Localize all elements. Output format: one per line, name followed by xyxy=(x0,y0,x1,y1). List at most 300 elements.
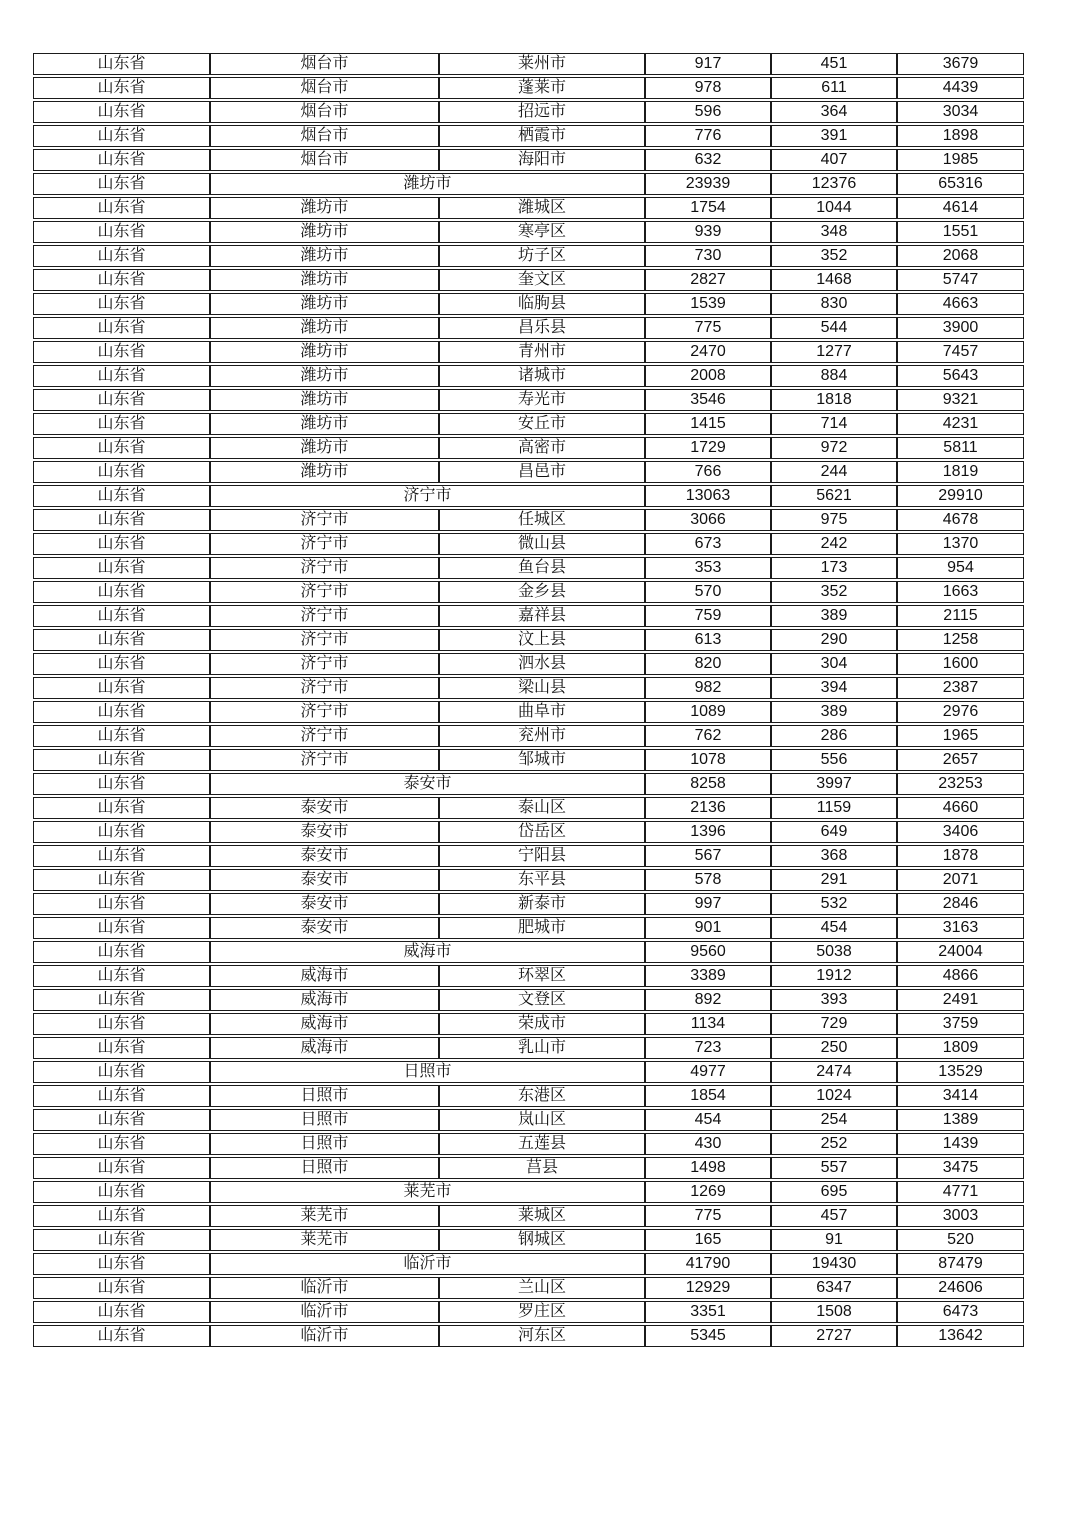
cell-district: 新泰市 xyxy=(439,893,645,915)
cell-city: 泰安市 xyxy=(210,917,439,939)
table-row xyxy=(33,293,1024,315)
cell-value-1: 6347 xyxy=(771,1277,897,1299)
cell-district: 兖州市 xyxy=(439,725,645,747)
cell-city: 泰安市 xyxy=(210,869,439,891)
cell-value-2: 2387 xyxy=(897,677,1024,699)
cell-value-1: 1024 xyxy=(771,1085,897,1107)
table-row xyxy=(33,677,1024,699)
cell-value-1: 884 xyxy=(771,365,897,387)
cell-city-merged: 莱芜市 xyxy=(210,1181,645,1203)
cell-value-2: 4866 xyxy=(897,965,1024,987)
table-row xyxy=(33,197,1024,219)
cell-city: 泰安市 xyxy=(210,893,439,915)
cell-value-0: 1269 xyxy=(645,1181,771,1203)
cell-district: 泗水县 xyxy=(439,653,645,675)
cell-value-2: 4678 xyxy=(897,509,1024,531)
cell-value-2: 1663 xyxy=(897,581,1024,603)
table-row xyxy=(33,749,1024,771)
table-row xyxy=(33,389,1024,411)
cell-city: 济宁市 xyxy=(210,701,439,723)
table-row xyxy=(33,1301,1024,1323)
cell-value-2: 3003 xyxy=(897,1205,1024,1227)
cell-province: 山东省 xyxy=(33,125,210,147)
cell-value-1: 457 xyxy=(771,1205,897,1227)
cell-value-2: 13642 xyxy=(897,1325,1024,1347)
cell-value-2: 2657 xyxy=(897,749,1024,771)
cell-province: 山东省 xyxy=(33,53,210,75)
cell-city: 日照市 xyxy=(210,1109,439,1131)
cell-city: 潍坊市 xyxy=(210,221,439,243)
cell-value-1: 389 xyxy=(771,605,897,627)
cell-value-2: 23253 xyxy=(897,773,1024,795)
cell-value-1: 252 xyxy=(771,1133,897,1155)
table-row xyxy=(33,509,1024,531)
table-row xyxy=(33,77,1024,99)
table-row xyxy=(33,1109,1024,1131)
cell-value-2: 13529 xyxy=(897,1061,1024,1083)
cell-value-2: 1878 xyxy=(897,845,1024,867)
cell-value-1: 391 xyxy=(771,125,897,147)
cell-city: 临沂市 xyxy=(210,1277,439,1299)
cell-value-0: 3066 xyxy=(645,509,771,531)
cell-value-0: 9560 xyxy=(645,941,771,963)
cell-province: 山东省 xyxy=(33,1325,210,1347)
cell-value-1: 12376 xyxy=(771,173,897,195)
cell-value-2: 2071 xyxy=(897,869,1024,891)
cell-city: 莱芜市 xyxy=(210,1205,439,1227)
cell-value-0: 3351 xyxy=(645,1301,771,1323)
cell-district: 罗庄区 xyxy=(439,1301,645,1323)
cell-value-2: 1389 xyxy=(897,1109,1024,1131)
cell-district: 高密市 xyxy=(439,437,645,459)
table-row xyxy=(33,557,1024,579)
cell-value-0: 1754 xyxy=(645,197,771,219)
cell-value-2: 2846 xyxy=(897,893,1024,915)
table-row xyxy=(33,629,1024,651)
cell-value-1: 556 xyxy=(771,749,897,771)
cell-district: 安丘市 xyxy=(439,413,645,435)
cell-city: 日照市 xyxy=(210,1133,439,1155)
cell-city-merged: 日照市 xyxy=(210,1061,645,1083)
cell-value-1: 352 xyxy=(771,581,897,603)
cell-province: 山东省 xyxy=(33,1013,210,1035)
cell-city: 济宁市 xyxy=(210,557,439,579)
table-row xyxy=(33,1157,1024,1179)
cell-province: 山东省 xyxy=(33,749,210,771)
table-container xyxy=(33,51,1024,1349)
cell-city: 潍坊市 xyxy=(210,365,439,387)
cell-city: 威海市 xyxy=(210,965,439,987)
cell-province: 山东省 xyxy=(33,965,210,987)
cell-city: 济宁市 xyxy=(210,581,439,603)
table-row xyxy=(33,725,1024,747)
cell-value-2: 4660 xyxy=(897,797,1024,819)
cell-city: 威海市 xyxy=(210,989,439,1011)
cell-value-2: 7457 xyxy=(897,341,1024,363)
cell-province: 山东省 xyxy=(33,389,210,411)
cell-value-2: 3034 xyxy=(897,101,1024,123)
table-row xyxy=(33,1253,1024,1275)
cell-city: 临沂市 xyxy=(210,1325,439,1347)
cell-province: 山东省 xyxy=(33,821,210,843)
cell-province: 山东省 xyxy=(33,869,210,891)
cell-value-1: 348 xyxy=(771,221,897,243)
cell-city-merged: 威海市 xyxy=(210,941,645,963)
cell-value-0: 23939 xyxy=(645,173,771,195)
cell-province: 山东省 xyxy=(33,1037,210,1059)
cell-value-0: 578 xyxy=(645,869,771,891)
cell-city: 潍坊市 xyxy=(210,317,439,339)
cell-value-2: 2068 xyxy=(897,245,1024,267)
cell-district: 临朐县 xyxy=(439,293,645,315)
cell-value-1: 394 xyxy=(771,677,897,699)
cell-value-2: 1551 xyxy=(897,221,1024,243)
cell-value-2: 3163 xyxy=(897,917,1024,939)
table-row xyxy=(33,125,1024,147)
cell-value-2: 520 xyxy=(897,1229,1024,1251)
cell-city: 潍坊市 xyxy=(210,245,439,267)
cell-value-2: 65316 xyxy=(897,173,1024,195)
data-table xyxy=(33,51,1024,1349)
cell-value-0: 2470 xyxy=(645,341,771,363)
cell-district: 莱城区 xyxy=(439,1205,645,1227)
cell-district: 寒亭区 xyxy=(439,221,645,243)
cell-value-0: 1078 xyxy=(645,749,771,771)
table-row xyxy=(33,1037,1024,1059)
cell-district: 栖霞市 xyxy=(439,125,645,147)
cell-province: 山东省 xyxy=(33,293,210,315)
table-body xyxy=(33,53,1024,1347)
cell-value-1: 544 xyxy=(771,317,897,339)
cell-province: 山东省 xyxy=(33,1301,210,1323)
cell-province: 山东省 xyxy=(33,557,210,579)
table-row xyxy=(33,53,1024,75)
cell-district: 嘉祥县 xyxy=(439,605,645,627)
cell-district: 兰山区 xyxy=(439,1277,645,1299)
table-row xyxy=(33,701,1024,723)
cell-district: 环翠区 xyxy=(439,965,645,987)
cell-district: 荣成市 xyxy=(439,1013,645,1035)
cell-value-0: 1854 xyxy=(645,1085,771,1107)
cell-value-2: 24606 xyxy=(897,1277,1024,1299)
cell-value-2: 1898 xyxy=(897,125,1024,147)
cell-city: 潍坊市 xyxy=(210,197,439,219)
table-row xyxy=(33,1181,1024,1203)
cell-district: 青州市 xyxy=(439,341,645,363)
cell-value-0: 1498 xyxy=(645,1157,771,1179)
cell-city-merged: 济宁市 xyxy=(210,485,645,507)
cell-district: 诸城市 xyxy=(439,365,645,387)
cell-value-2: 5747 xyxy=(897,269,1024,291)
cell-value-0: 673 xyxy=(645,533,771,555)
cell-district: 梁山县 xyxy=(439,677,645,699)
cell-value-1: 1912 xyxy=(771,965,897,987)
cell-value-0: 1415 xyxy=(645,413,771,435)
cell-value-0: 1396 xyxy=(645,821,771,843)
cell-value-0: 4977 xyxy=(645,1061,771,1083)
cell-province: 山东省 xyxy=(33,485,210,507)
cell-value-2: 3679 xyxy=(897,53,1024,75)
cell-value-0: 2136 xyxy=(645,797,771,819)
cell-value-2: 24004 xyxy=(897,941,1024,963)
table-row xyxy=(33,1229,1024,1251)
cell-province: 山东省 xyxy=(33,461,210,483)
cell-value-1: 451 xyxy=(771,53,897,75)
cell-city: 济宁市 xyxy=(210,749,439,771)
cell-city: 烟台市 xyxy=(210,149,439,171)
cell-city: 临沂市 xyxy=(210,1301,439,1323)
cell-city: 潍坊市 xyxy=(210,269,439,291)
cell-value-0: 13063 xyxy=(645,485,771,507)
table-row xyxy=(33,965,1024,987)
cell-value-1: 5621 xyxy=(771,485,897,507)
cell-value-0: 3546 xyxy=(645,389,771,411)
cell-province: 山东省 xyxy=(33,1277,210,1299)
cell-province: 山东省 xyxy=(33,917,210,939)
cell-province: 山东省 xyxy=(33,365,210,387)
cell-city: 济宁市 xyxy=(210,725,439,747)
table-row xyxy=(33,893,1024,915)
table-row xyxy=(33,845,1024,867)
cell-value-1: 2474 xyxy=(771,1061,897,1083)
cell-value-2: 2976 xyxy=(897,701,1024,723)
cell-city-merged: 临沂市 xyxy=(210,1253,645,1275)
cell-city: 烟台市 xyxy=(210,125,439,147)
cell-value-0: 8258 xyxy=(645,773,771,795)
cell-value-2: 87479 xyxy=(897,1253,1024,1275)
cell-city: 威海市 xyxy=(210,1037,439,1059)
cell-province: 山东省 xyxy=(33,1085,210,1107)
cell-value-0: 570 xyxy=(645,581,771,603)
cell-value-2: 1985 xyxy=(897,149,1024,171)
cell-value-1: 557 xyxy=(771,1157,897,1179)
cell-city-merged: 泰安市 xyxy=(210,773,645,795)
cell-province: 山东省 xyxy=(33,101,210,123)
cell-district: 文登区 xyxy=(439,989,645,1011)
table-row xyxy=(33,461,1024,483)
cell-value-1: 286 xyxy=(771,725,897,747)
cell-city: 潍坊市 xyxy=(210,461,439,483)
cell-value-0: 567 xyxy=(645,845,771,867)
cell-city: 潍坊市 xyxy=(210,293,439,315)
cell-value-0: 759 xyxy=(645,605,771,627)
table-row xyxy=(33,485,1024,507)
cell-value-1: 729 xyxy=(771,1013,897,1035)
cell-district: 邹城市 xyxy=(439,749,645,771)
cell-value-2: 29910 xyxy=(897,485,1024,507)
cell-value-0: 1729 xyxy=(645,437,771,459)
cell-value-2: 3475 xyxy=(897,1157,1024,1179)
cell-district: 奎文区 xyxy=(439,269,645,291)
cell-value-1: 250 xyxy=(771,1037,897,1059)
cell-city: 济宁市 xyxy=(210,677,439,699)
cell-value-0: 978 xyxy=(645,77,771,99)
cell-province: 山东省 xyxy=(33,773,210,795)
cell-city: 潍坊市 xyxy=(210,389,439,411)
cell-value-0: 820 xyxy=(645,653,771,675)
cell-value-2: 4663 xyxy=(897,293,1024,315)
cell-value-2: 3406 xyxy=(897,821,1024,843)
cell-value-1: 975 xyxy=(771,509,897,531)
cell-district: 五莲县 xyxy=(439,1133,645,1155)
cell-district: 岚山区 xyxy=(439,1109,645,1131)
cell-value-1: 972 xyxy=(771,437,897,459)
cell-province: 山东省 xyxy=(33,221,210,243)
table-row xyxy=(33,245,1024,267)
table-row xyxy=(33,917,1024,939)
cell-value-1: 1468 xyxy=(771,269,897,291)
table-row xyxy=(33,989,1024,1011)
cell-province: 山东省 xyxy=(33,653,210,675)
table-row xyxy=(33,1133,1024,1155)
cell-city: 济宁市 xyxy=(210,509,439,531)
cell-value-1: 830 xyxy=(771,293,897,315)
cell-value-1: 1818 xyxy=(771,389,897,411)
cell-value-0: 982 xyxy=(645,677,771,699)
cell-value-1: 290 xyxy=(771,629,897,651)
cell-value-1: 454 xyxy=(771,917,897,939)
cell-district: 昌邑市 xyxy=(439,461,645,483)
table-row xyxy=(33,797,1024,819)
cell-district: 东平县 xyxy=(439,869,645,891)
cell-district: 微山县 xyxy=(439,533,645,555)
cell-value-0: 917 xyxy=(645,53,771,75)
cell-district: 肥城市 xyxy=(439,917,645,939)
cell-district: 海阳市 xyxy=(439,149,645,171)
cell-province: 山东省 xyxy=(33,1157,210,1179)
cell-district: 岱岳区 xyxy=(439,821,645,843)
cell-province: 山东省 xyxy=(33,989,210,1011)
cell-district: 曲阜市 xyxy=(439,701,645,723)
cell-value-1: 173 xyxy=(771,557,897,579)
cell-province: 山东省 xyxy=(33,269,210,291)
cell-province: 山东省 xyxy=(33,1061,210,1083)
cell-value-2: 2491 xyxy=(897,989,1024,1011)
cell-value-0: 41790 xyxy=(645,1253,771,1275)
table-row xyxy=(33,1013,1024,1035)
cell-value-1: 532 xyxy=(771,893,897,915)
cell-district: 宁阳县 xyxy=(439,845,645,867)
cell-district: 坊子区 xyxy=(439,245,645,267)
table-row xyxy=(33,269,1024,291)
table-row xyxy=(33,1205,1024,1227)
cell-district: 鱼台县 xyxy=(439,557,645,579)
cell-city: 潍坊市 xyxy=(210,437,439,459)
cell-value-0: 766 xyxy=(645,461,771,483)
cell-value-1: 364 xyxy=(771,101,897,123)
table-row xyxy=(33,1085,1024,1107)
table-row xyxy=(33,173,1024,195)
cell-value-1: 242 xyxy=(771,533,897,555)
cell-district: 河东区 xyxy=(439,1325,645,1347)
cell-value-1: 1508 xyxy=(771,1301,897,1323)
cell-value-2: 5643 xyxy=(897,365,1024,387)
cell-value-2: 1819 xyxy=(897,461,1024,483)
cell-value-1: 304 xyxy=(771,653,897,675)
cell-value-1: 3997 xyxy=(771,773,897,795)
cell-value-0: 939 xyxy=(645,221,771,243)
table-row xyxy=(33,773,1024,795)
cell-value-2: 954 xyxy=(897,557,1024,579)
cell-value-2: 3414 xyxy=(897,1085,1024,1107)
cell-value-2: 1439 xyxy=(897,1133,1024,1155)
cell-value-0: 723 xyxy=(645,1037,771,1059)
cell-province: 山东省 xyxy=(33,1181,210,1203)
cell-province: 山东省 xyxy=(33,941,210,963)
table-row xyxy=(33,365,1024,387)
cell-province: 山东省 xyxy=(33,1205,210,1227)
table-row xyxy=(33,605,1024,627)
cell-city: 莱芜市 xyxy=(210,1229,439,1251)
cell-district: 寿光市 xyxy=(439,389,645,411)
cell-city: 潍坊市 xyxy=(210,341,439,363)
table-row xyxy=(33,941,1024,963)
cell-value-2: 1600 xyxy=(897,653,1024,675)
cell-value-0: 2827 xyxy=(645,269,771,291)
cell-province: 山东省 xyxy=(33,677,210,699)
cell-province: 山东省 xyxy=(33,1109,210,1131)
cell-value-2: 3759 xyxy=(897,1013,1024,1035)
cell-value-0: 5345 xyxy=(645,1325,771,1347)
cell-value-2: 1258 xyxy=(897,629,1024,651)
cell-value-1: 1159 xyxy=(771,797,897,819)
cell-value-2: 3900 xyxy=(897,317,1024,339)
cell-value-0: 775 xyxy=(645,1205,771,1227)
cell-district: 东港区 xyxy=(439,1085,645,1107)
cell-province: 山东省 xyxy=(33,149,210,171)
cell-value-1: 19430 xyxy=(771,1253,897,1275)
cell-value-0: 12929 xyxy=(645,1277,771,1299)
cell-value-2: 4439 xyxy=(897,77,1024,99)
table-row xyxy=(33,341,1024,363)
cell-value-0: 775 xyxy=(645,317,771,339)
cell-city: 日照市 xyxy=(210,1085,439,1107)
cell-value-0: 762 xyxy=(645,725,771,747)
cell-city: 济宁市 xyxy=(210,605,439,627)
table-row xyxy=(33,413,1024,435)
cell-province: 山东省 xyxy=(33,797,210,819)
cell-province: 山东省 xyxy=(33,341,210,363)
table-row xyxy=(33,821,1024,843)
cell-province: 山东省 xyxy=(33,605,210,627)
table-row xyxy=(33,317,1024,339)
cell-province: 山东省 xyxy=(33,725,210,747)
table-row xyxy=(33,1325,1024,1347)
table-row xyxy=(33,1277,1024,1299)
cell-value-0: 454 xyxy=(645,1109,771,1131)
cell-value-2: 2115 xyxy=(897,605,1024,627)
table-row xyxy=(33,1061,1024,1083)
cell-value-2: 9321 xyxy=(897,389,1024,411)
cell-province: 山东省 xyxy=(33,173,210,195)
cell-district: 莒县 xyxy=(439,1157,645,1179)
cell-value-0: 1089 xyxy=(645,701,771,723)
cell-city: 济宁市 xyxy=(210,533,439,555)
cell-city: 日照市 xyxy=(210,1157,439,1179)
cell-value-0: 165 xyxy=(645,1229,771,1251)
cell-district: 潍城区 xyxy=(439,197,645,219)
cell-province: 山东省 xyxy=(33,893,210,915)
table-row xyxy=(33,437,1024,459)
cell-value-1: 352 xyxy=(771,245,897,267)
cell-value-2: 4771 xyxy=(897,1181,1024,1203)
cell-value-2: 4231 xyxy=(897,413,1024,435)
cell-value-1: 695 xyxy=(771,1181,897,1203)
cell-province: 山东省 xyxy=(33,413,210,435)
cell-district: 招远市 xyxy=(439,101,645,123)
cell-value-1: 407 xyxy=(771,149,897,171)
cell-value-0: 1539 xyxy=(645,293,771,315)
